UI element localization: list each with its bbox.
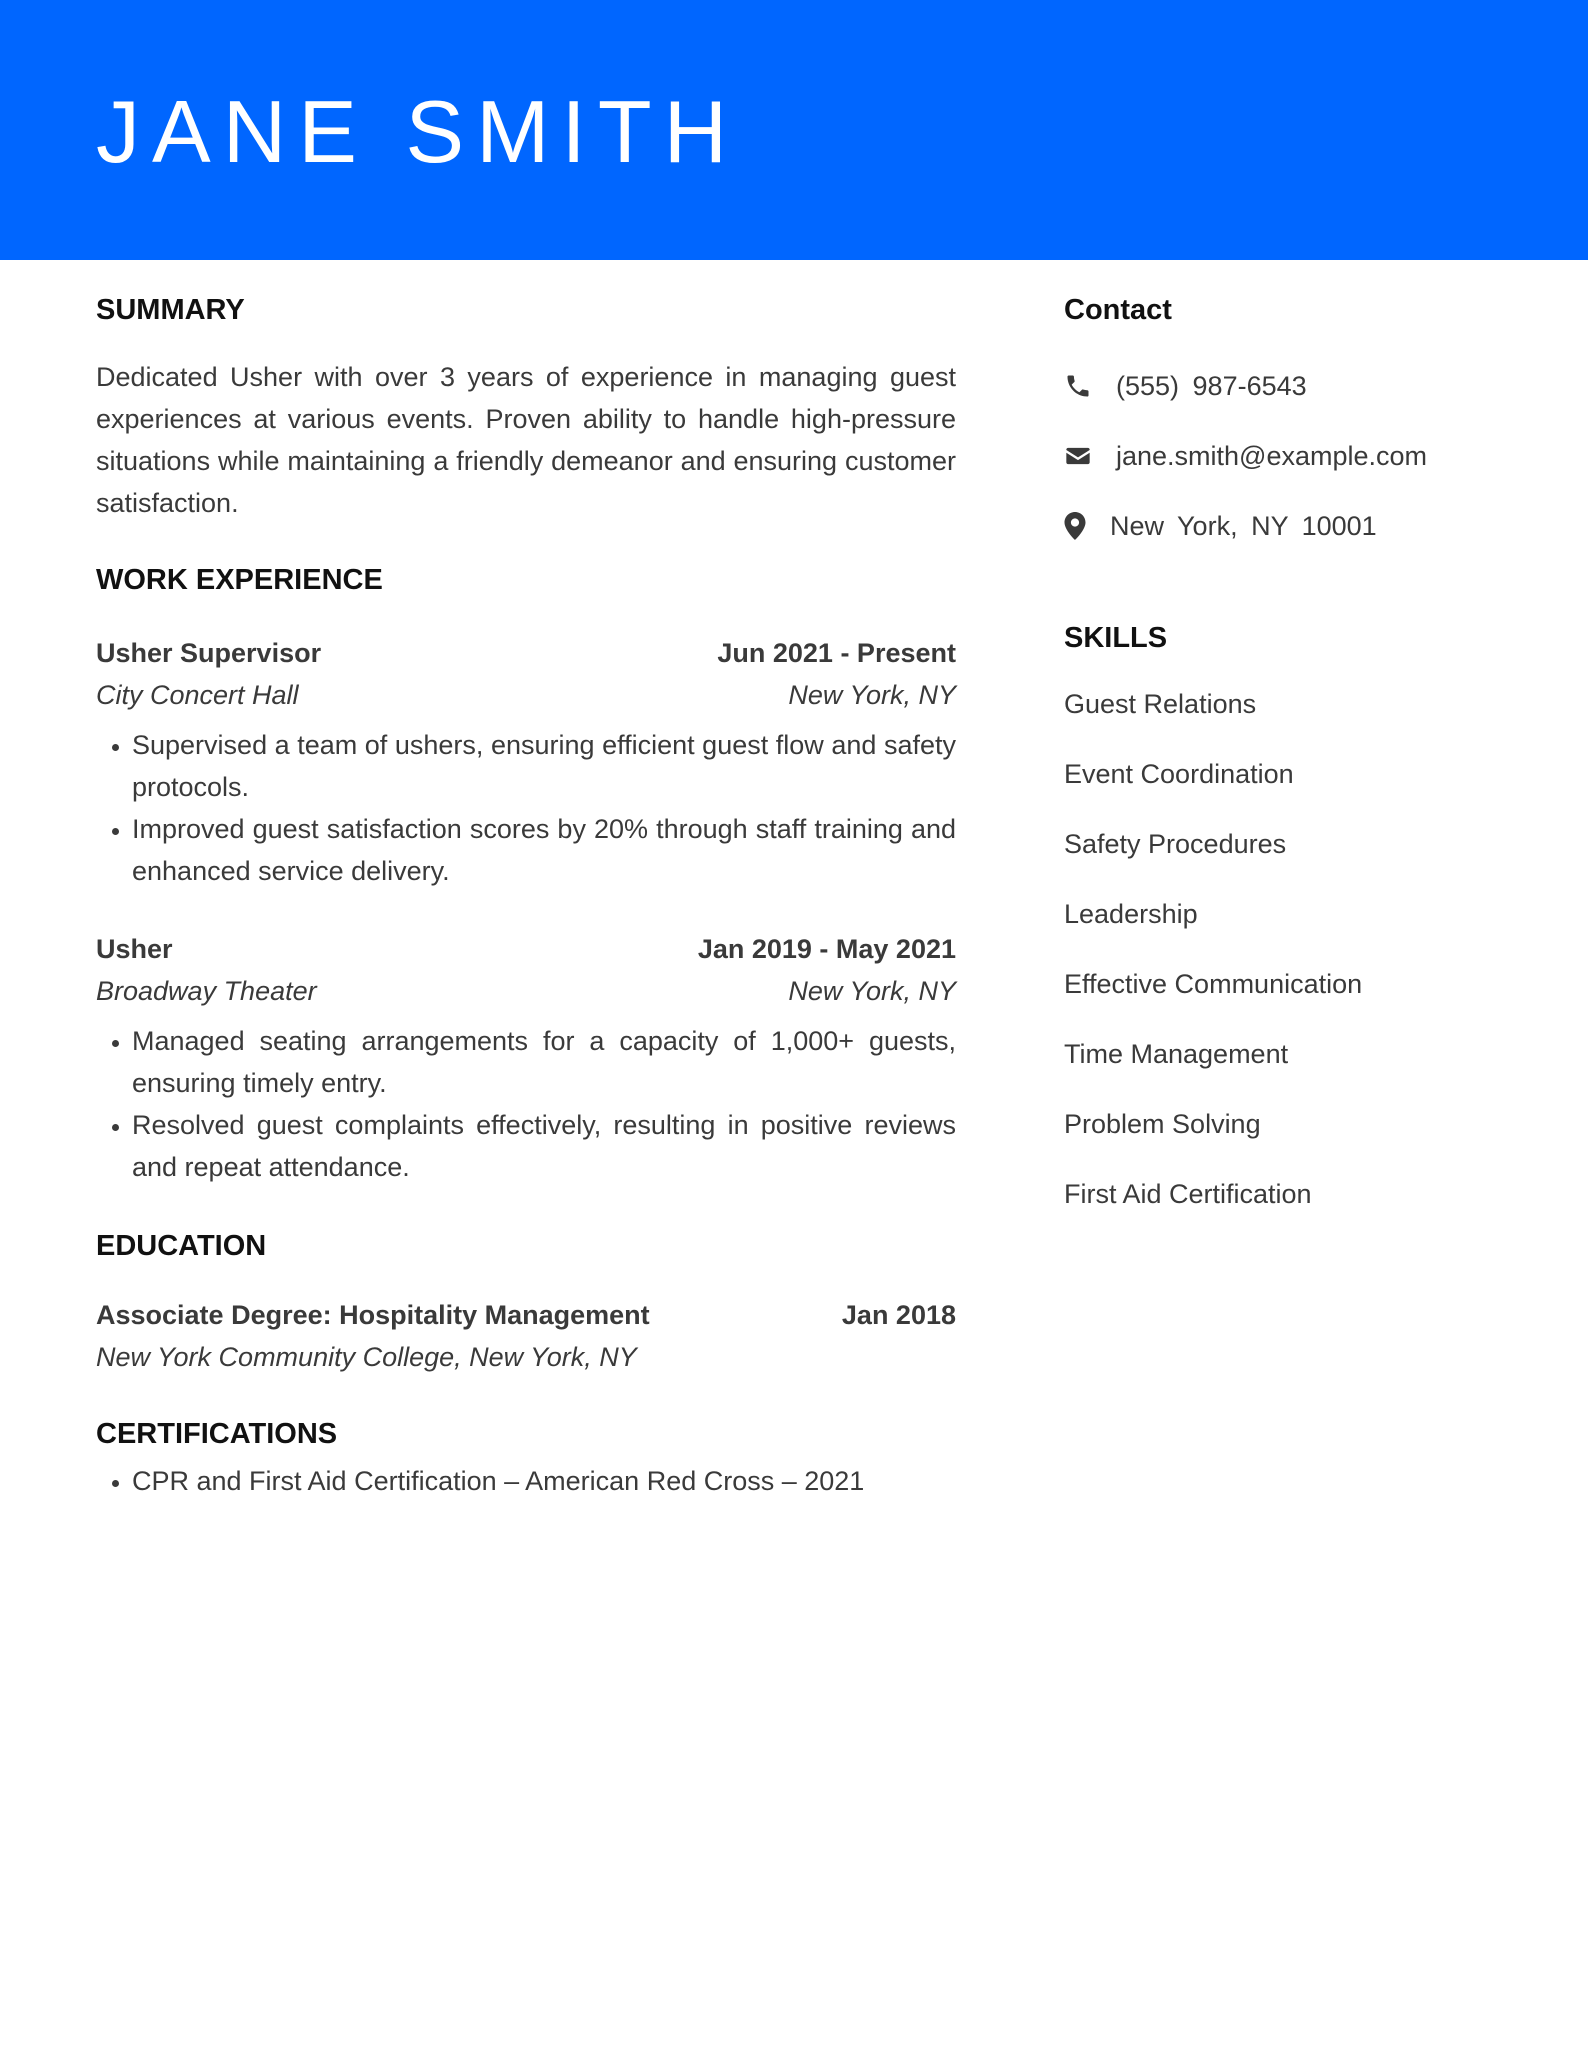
education-date: Jan 2018 [841,1300,956,1330]
work-experience-heading: WORK EXPERIENCE [96,564,383,596]
contact-phone [1064,368,1504,404]
main-column [96,292,956,1502]
job-location: New York, NY [788,976,956,1006]
envelope-icon [1064,441,1094,471]
map-pin-icon [1064,511,1088,541]
education-heading: EDUCATION [96,1230,267,1262]
skill-item: Time Management [1064,1039,1289,1069]
contact-location [1064,508,1504,544]
skill-item: Leadership [1064,899,1198,929]
education-degree: Associate Degree: Hospitality Management [96,1300,650,1330]
contact-email [1064,438,1504,474]
skills-list [1064,686,1504,1212]
job-location: New York, NY [788,680,956,710]
skill-item: First Aid Certification [1064,1179,1312,1209]
certifications-heading: CERTIFICATIONS [96,1418,338,1450]
job-dates: Jan 2019 - May 2021 [697,934,956,964]
skill-item: Effective Communication [1064,969,1363,999]
summary-text: Dedicated Usher with over 3 years of experience in managing guest experiences at various events. Proven ability to handle high-pressure situations while maintaining a friendly demeanor and ensuring customer satisfaction. [96,362,956,518]
candidate-name: JANE SMITH [96,82,740,181]
certification-item: • CPR and First Aid Certification – American Red Cross – 2021 [132,1460,956,1502]
skill-item: Event Coordination [1064,759,1294,789]
location-text: New York, NY 10001 [1110,511,1377,541]
job-role: Usher [96,934,173,964]
job-bullet: • Supervised a team of ushers, ensuring efficient guest flow and safety protocols. [132,724,956,808]
header-banner [0,0,1588,260]
contact-heading: Contact [1064,294,1172,326]
job-bullets [96,724,956,892]
skill-item: Guest Relations [1064,689,1257,719]
phone-text[interactable]: (555) 987-6543 [1116,371,1307,401]
summary-heading: SUMMARY [96,294,245,326]
education-entry [96,1294,956,1378]
email-text[interactable]: jane.smith@example.com [1116,441,1428,471]
job-entry [96,632,956,892]
job-company: Broadway Theater [96,976,317,1006]
job-bullets [96,1020,956,1188]
job-role: Usher Supervisor [96,638,322,668]
job-company: City Concert Hall [96,680,299,710]
sidebar-column [1064,292,1504,1246]
job-entry [96,928,956,1188]
job-dates: Jun 2021 - Present [717,638,956,668]
skill-item: Safety Procedures [1064,829,1287,859]
education-school: New York Community College, New York, NY [96,1342,637,1372]
skills-heading: SKILLS [1064,622,1168,654]
job-bullet: • Managed seating arrangements for a capacity of 1,000+ guests, ensuring timely entry. [132,1020,956,1104]
phone-icon [1064,371,1094,401]
job-bullet: • Resolved guest complaints effectively, resulting in positive reviews and repeat attendance. [132,1104,956,1188]
job-bullet: • Improved guest satisfaction scores by 20% through staff training and enhanced service delivery. [132,808,956,892]
certifications-list [96,1460,956,1502]
skill-item: Problem Solving [1064,1109,1261,1139]
